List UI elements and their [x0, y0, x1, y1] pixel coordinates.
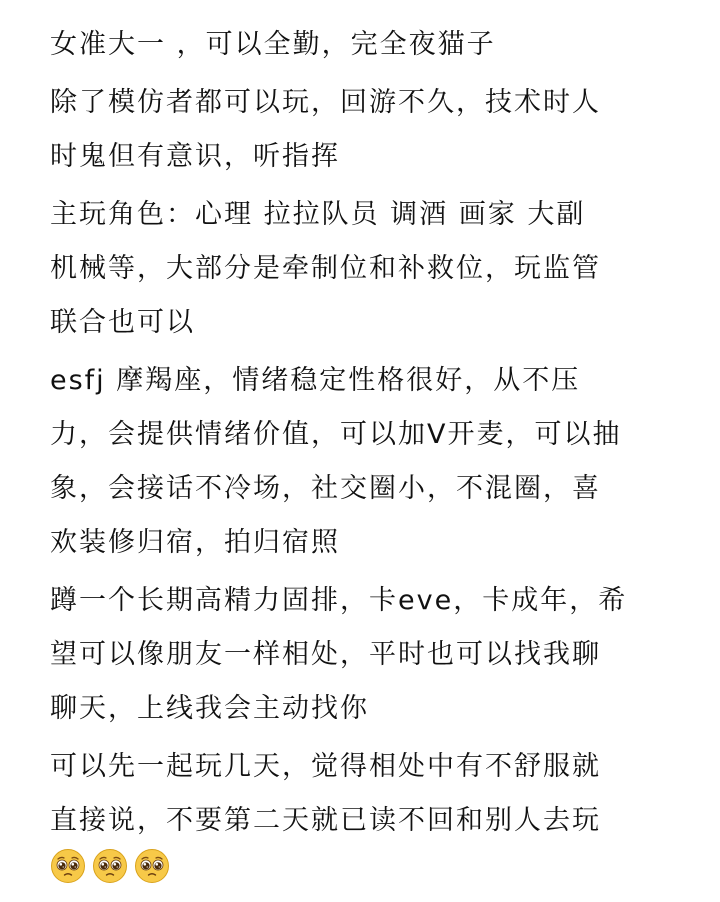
paragraph-game-mode: [50, 76, 680, 184]
text-line: 联合也可以: [50, 307, 195, 338]
text-line: 蹲一个长期高精力固排，卡eve，卡成年，希: [50, 585, 628, 616]
paragraph-intro: [50, 18, 680, 72]
text-line: 时鬼但有意识，听指挥: [50, 141, 340, 172]
text-line: 女准大一 ，可以全勤，完全夜猫子: [50, 29, 496, 60]
pleading-face-icon: [92, 848, 128, 884]
emoji-row: [50, 848, 680, 902]
text-line: 主玩角色：心理 拉拉队员 调酒 画家 大副: [50, 199, 586, 230]
pleading-face-icon: [134, 848, 170, 884]
text-line: 除了模仿者都可以玩，回游不久，技术时人: [50, 87, 601, 118]
paragraph-closing: [50, 740, 680, 848]
text-line: 力，会提供情绪价值，可以加V开麦，可以抽: [50, 419, 622, 450]
paragraph-personality: [50, 354, 680, 570]
text-line: 直接说，不要第二天就已读不回和别人去玩: [50, 805, 601, 836]
text-line: esfj 摩羯座，情绪稳定性格很好，从不压: [50, 365, 581, 396]
pleading-face-icon: [50, 848, 86, 884]
paragraph-looking-for: [50, 574, 680, 736]
text-line: 象，会接话不冷场，社交圈小，不混圈，喜: [50, 473, 601, 504]
paragraph-main-roles: [50, 188, 680, 350]
text-line: 聊天，上线我会主动找你: [50, 693, 369, 724]
text-line: 欢装修归宿，拍归宿照: [50, 527, 340, 558]
text-line: 机械等，大部分是牵制位和补救位，玩监管: [50, 253, 601, 284]
text-line: 望可以像朋友一样相处，平时也可以找我聊: [50, 639, 601, 670]
text-line: 可以先一起玩几天，觉得相处中有不舒服就: [50, 751, 601, 782]
